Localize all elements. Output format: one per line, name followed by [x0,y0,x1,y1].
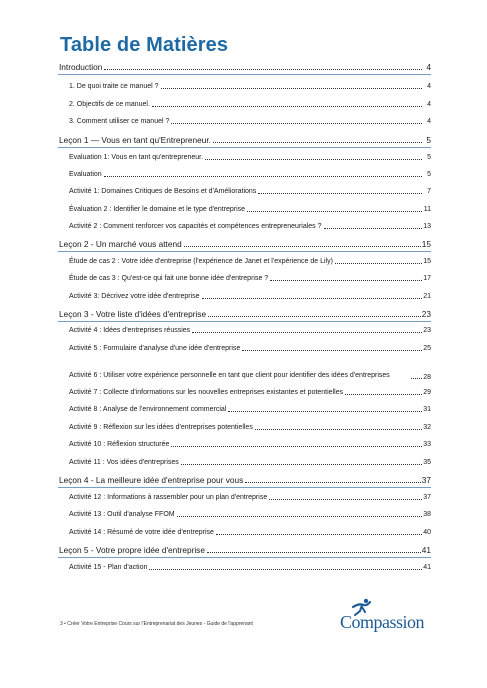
toc-page-number: 40 [423,529,431,536]
toc-page-number: 5 [426,135,431,145]
toc-page-number: 7 [427,188,431,195]
chapter-divider [58,557,431,558]
toc-section-entry[interactable] [58,100,431,111]
toc-page-number: 4 [427,118,431,125]
dot-leader [149,569,422,570]
dot-leader [411,378,422,379]
toc-page-number: 38 [423,511,431,518]
dot-leader [228,411,422,412]
toc-entry-label: Activité 13 : Outil d'analyse FFOM [69,511,175,518]
toc-entry-label: Activité 9 : Réflexion sur les idées d'entreprises potentielles [69,424,253,431]
dot-leader [213,142,422,143]
toc-section-entry[interactable] [58,405,431,416]
toc-section-entry[interactable] [58,153,431,164]
dot-leader [192,332,422,333]
toc-entry-label: Leçon 2 - Un marché vous attend [59,239,182,249]
toc-chapter-entry[interactable] [58,475,431,487]
toc-entry-label: Leçon 4 - La meilleure idée d'entreprise pour vous [59,475,244,485]
dot-leader [255,429,422,430]
dot-leader [184,246,421,247]
toc-page-number: 32 [423,424,431,431]
toc-page-number: 15 [421,239,431,249]
dot-leader [245,482,421,483]
chapter-divider [58,251,431,252]
toc-entry-label: Activité 15 - Plan d'action [69,564,148,571]
toc-page-number: 23 [423,327,431,334]
toc-entry-label: Activité 2 : Comment renforcer vos capacités et compétences entrepreneuriales ? [69,223,322,230]
toc-entry-label: Activité 7 : Collecte d'informations sur les nouvelles entreprises existantes et potentielles [69,389,344,396]
toc-page-number: 23 [421,309,431,319]
dot-leader [216,534,422,535]
toc-section-entry[interactable] [58,274,431,285]
dot-leader [202,298,422,299]
toc-section-entry[interactable] [58,187,431,198]
toc-section-entry[interactable] [58,326,431,337]
page-title: Table de Matières [60,34,229,56]
toc-page-number: 33 [423,441,431,448]
toc-page-number: 4 [427,83,431,90]
dot-leader [171,123,422,124]
toc-section-entry[interactable] [58,117,431,128]
toc-chapter-entry[interactable] [58,62,431,74]
toc-entry-label: 2. Objectifs de ce manuel. [69,101,150,108]
dot-leader [247,211,422,212]
toc-entry-label: 3. Comment utiliser ce manuel ? [69,118,170,125]
toc-entry-label: 1. De quoi traite ce manuel ? [69,83,159,90]
toc-page-number: 21 [423,293,431,300]
toc-page-number: 5 [427,171,431,178]
toc-entry-label: Étude de cas 2 : Votre idée d'entreprise (l'expérience de Janet et l'expérience de Lily) [69,258,333,265]
toc-page-number: 41 [423,564,431,571]
toc-section-entry[interactable] [58,82,431,93]
dot-leader [335,263,422,264]
toc-section-entry[interactable] [58,170,431,181]
dot-leader [269,499,422,500]
toc-chapter-entry[interactable] [58,545,431,557]
toc-entry-label: Activité 6 : Utiliser votre expérience personnelle en tant que client pour identifier des idées d'entreprises [69,372,390,379]
toc-section-entry[interactable] [58,360,431,384]
toc-section-entry[interactable] [58,563,431,574]
dot-leader [324,228,422,229]
toc-section-entry[interactable] [58,458,431,469]
toc-page-number: 5 [427,154,431,161]
toc-entry-label: Evaluation [69,171,102,178]
chapter-divider [58,147,431,148]
logo-wordmark: Compassion [340,612,425,632]
toc-page-number: 35 [423,459,431,466]
dot-leader [104,176,422,177]
toc-entry-label: Evaluation 1: Vous en tant qu'entrepreneur. [69,154,204,161]
toc-chapter-entry[interactable] [58,309,431,321]
toc-entry-label: Évaluation 2 : Identifier le domaine et le type d'entreprise [69,206,246,213]
toc-page-number: 13 [423,223,431,230]
toc-entry-label: Introduction [59,62,103,72]
page-footer: 3 • Créer Votre Entreprise Cours sur l'Entreprenariat des Jeunes - Guide de l'apprenant [60,621,253,627]
toc-chapter-entry[interactable] [58,135,431,147]
dot-leader [345,394,422,395]
toc-section-entry[interactable] [58,222,431,233]
dot-leader [104,69,422,70]
toc-entry-label: Leçon 3 - Votre liste d'idées d'entreprise [59,309,207,319]
toc-page-number: 25 [423,345,431,352]
toc-entry-label: Activité 10 : Réflexion structurée [69,441,170,448]
toc-entry-label: Activité 8 : Analyse de l'environnement commercial [69,406,227,413]
chapter-divider [58,74,431,75]
toc-entry-label: Activité 11 : Vos idées d'entreprises [69,459,179,466]
toc-chapter-entry[interactable] [58,239,431,251]
toc-entry-label: Leçon 5 - Votre propre idée d'entreprise [59,545,205,555]
dot-leader [270,280,422,281]
dot-leader [177,516,422,517]
toc-page-number: 29 [423,389,431,396]
dot-leader [152,106,422,107]
chapter-divider [58,321,431,322]
toc-page-number: 41 [421,545,431,555]
toc-section-entry[interactable] [58,440,431,451]
toc-page-number: 11 [423,206,431,213]
toc-page-number: 28 [423,374,431,381]
toc-section-entry[interactable] [58,423,431,434]
toc-entry-label: Activité 12 : Informations à rassembler pour un plan d'entreprise [69,494,268,501]
chapter-divider [58,487,431,488]
toc-entry-label: Activité 4 : Idées d'entreprises réussies [69,327,191,334]
toc-section-entry[interactable] [58,257,431,268]
toc-page-number: 4 [427,101,431,108]
toc-page-number: 17 [423,275,431,282]
toc-page-number: 4 [426,62,431,72]
dot-leader [181,464,422,465]
dot-leader [242,350,422,351]
dot-leader [258,193,422,194]
toc-section-entry[interactable] [58,344,431,355]
dot-leader [161,88,423,89]
toc-page-number: 37 [423,494,431,501]
toc-section-entry[interactable] [58,205,431,216]
toc-entry-label: Activité 14 : Résumé de votre idée d'entreprise [69,529,214,536]
toc-page-number: 31 [423,406,431,413]
toc-page-number: 37 [421,475,431,485]
toc-section-entry[interactable] [58,292,431,303]
toc-entry-label: Activité 1: Domaines Critiques de Besoins et d'Améliorations [69,188,257,195]
toc-entry-label: Activité 5 : Formulaire d'analyse d'une idée d'entreprise [69,345,241,352]
dot-leader [205,159,422,160]
toc-entry-label: Activité 3: Décrivez votre idée d'entreprise [69,293,200,300]
toc-entry-label: Étude de cas 3 : Qu'est-ce qui fait une bonne idée d'entreprise ? [69,275,269,282]
compassion-logo [340,598,435,638]
toc-section-entry[interactable] [58,388,431,399]
toc-section-entry[interactable] [58,510,431,521]
toc-entry-label: Leçon 1 — Vous en tant qu'Entrepreneur. [59,135,211,145]
dot-leader [208,316,421,317]
dot-leader [207,552,421,553]
toc-page-number: 15 [423,258,431,265]
toc-section-entry[interactable] [58,493,431,504]
toc-section-entry[interactable] [58,528,431,539]
dot-leader [171,446,422,447]
